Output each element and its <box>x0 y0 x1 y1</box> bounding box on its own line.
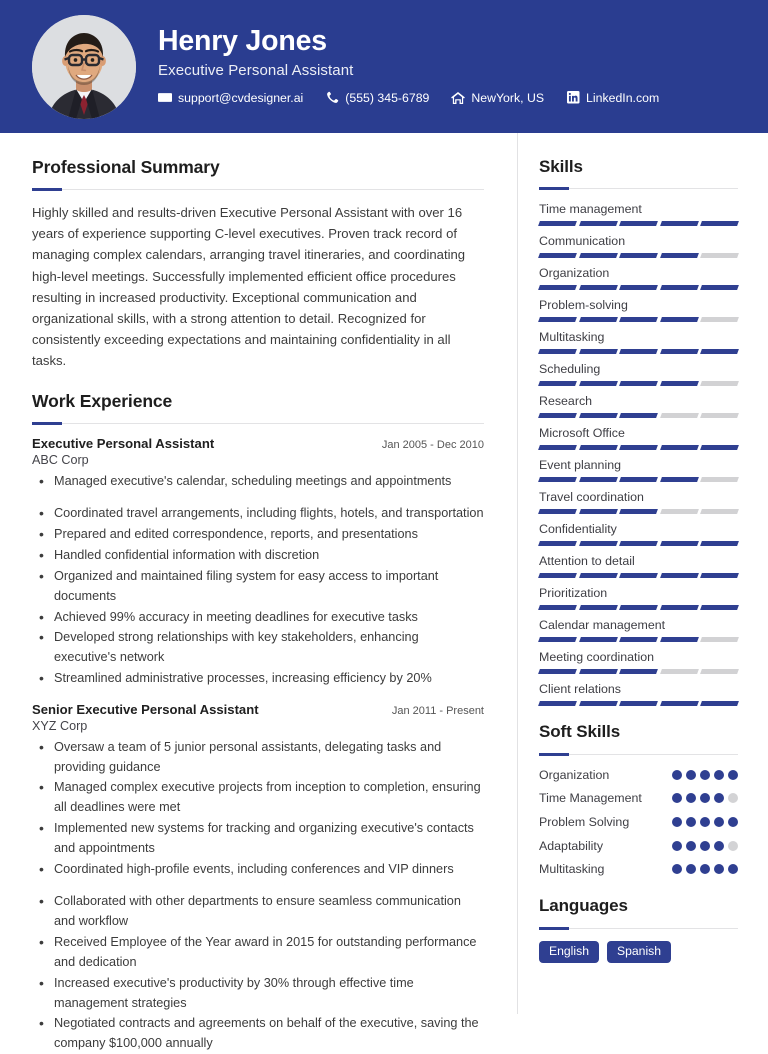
rating-dot <box>700 817 710 827</box>
skill-segment <box>660 317 698 322</box>
experience-bullet: • Increased executive's productivity by 30% through effective time management strategies <box>32 974 484 1014</box>
soft-skill-row <box>539 814 738 831</box>
skill-level-bar <box>539 509 738 514</box>
skill-segment <box>538 541 576 546</box>
soft-skill-row <box>539 861 738 878</box>
skill-segment <box>660 477 698 482</box>
contact-location-text: NewYork, US <box>471 90 545 105</box>
skill-label: Communication <box>539 234 626 249</box>
experience-bullet: • Managed complex executive projects from inception to completion, ensuring all deadlines were met <box>32 778 484 818</box>
contact-linkedin-text: LinkedIn.com <box>586 90 660 105</box>
experience-header <box>32 702 484 717</box>
skill-label: Problem-solving <box>539 298 628 313</box>
rating-dot <box>714 841 724 851</box>
section-rule <box>32 189 484 190</box>
skill-level-bar <box>539 701 738 706</box>
skill-segment <box>660 349 698 354</box>
skill-segment <box>579 317 617 322</box>
skill-level-bar <box>539 317 738 322</box>
experience-bullet: • Received Employee of the Year award in 2015 for outstanding performance and dedication <box>32 933 484 973</box>
skill-segment <box>660 253 698 258</box>
skill-row <box>539 425 738 450</box>
skill-row <box>539 233 738 258</box>
skill-segment <box>538 221 576 226</box>
skill-segment <box>538 669 576 674</box>
skill-segment <box>579 509 617 514</box>
section-title-summary: Professional Summary <box>32 157 220 177</box>
skill-label: Client relations <box>539 682 621 697</box>
envelope-icon <box>158 91 172 104</box>
skill-level-bar <box>539 285 738 290</box>
skill-level-bar <box>539 573 738 578</box>
skill-segment <box>619 701 657 706</box>
skill-row <box>539 393 738 418</box>
home-icon <box>451 91 465 104</box>
rating-dot <box>714 770 724 780</box>
skills-list <box>539 201 738 706</box>
rating-dot <box>700 770 710 780</box>
skill-level-bar <box>539 605 738 610</box>
skill-label: Travel coordination <box>539 490 644 505</box>
resume-body <box>0 133 768 1051</box>
experience-entry <box>32 436 484 689</box>
rating-dot <box>686 793 696 803</box>
rating-dot <box>714 864 724 874</box>
skill-segment <box>700 285 738 290</box>
skill-segment <box>619 253 657 258</box>
experience-company: XYZ Corp <box>32 718 88 733</box>
skill-segment <box>579 285 617 290</box>
skill-segment <box>660 637 698 642</box>
soft-skill-label: Organization <box>539 767 610 782</box>
skill-segment <box>619 381 657 386</box>
avatar <box>32 15 136 119</box>
skill-label: Research <box>539 394 593 409</box>
skill-segment <box>579 573 617 578</box>
skill-segment <box>579 349 617 354</box>
skill-segment <box>660 669 698 674</box>
soft-skill-rating <box>672 838 738 851</box>
skill-label: Meeting coordination <box>539 650 655 665</box>
soft-skill-label: Problem Solving <box>539 815 630 829</box>
languages-section <box>539 896 738 963</box>
soft-skill-rating <box>672 767 738 780</box>
language-chip[interactable]: Spanish <box>607 941 671 963</box>
skill-segment <box>579 381 617 386</box>
skill-label: Event planning <box>539 458 621 473</box>
soft-skill-row <box>539 767 738 784</box>
skill-row <box>539 329 738 354</box>
contact-email-text: support@cvdesigner.ai <box>178 90 304 105</box>
skill-segment <box>619 509 657 514</box>
skill-segment <box>700 509 738 514</box>
summary-text: Highly skilled and results-driven Executive Personal Assistant with over 16 years of experience supporting C-level executives. Proven track record of managing complex calendars, arranging travel itineraries, and coordinating high-level meetings. Successfully implemented efficient office procedures resulting in increased productivity. Exceptional communication and organizational skills, with a strong attention to detail. Recognized for consistently exceeding expectations and maintaining confidentiality in all tasks. <box>32 205 466 369</box>
experience-bullet: • Streamlined administrative processes, increasing efficiency by 20% <box>32 669 484 689</box>
skill-segment <box>700 701 738 706</box>
skill-segment <box>579 669 617 674</box>
skill-segment <box>579 445 617 450</box>
resume-header <box>0 0 768 133</box>
skill-segment <box>538 509 576 514</box>
skill-label: Confidentiality <box>539 522 617 537</box>
skill-segment <box>700 413 738 418</box>
skill-row <box>539 489 738 514</box>
contact-row <box>158 91 659 105</box>
skill-level-bar <box>539 541 738 546</box>
skill-segment <box>579 413 617 418</box>
experience-bullet-list <box>32 472 484 689</box>
skill-level-bar <box>539 477 738 482</box>
skill-label: Microsoft Office <box>539 426 625 441</box>
soft-skill-label: Time Management <box>539 791 642 806</box>
rating-dot <box>700 864 710 874</box>
rating-dot <box>672 864 682 874</box>
skill-label: Attention to detail <box>539 554 635 569</box>
skill-segment <box>538 381 576 386</box>
skill-segment <box>660 381 698 386</box>
experience-role: Executive Personal Assistant <box>32 435 215 451</box>
skill-segment <box>579 477 617 482</box>
skill-segment <box>700 221 738 226</box>
skill-segment <box>579 541 617 546</box>
skill-segment <box>538 413 576 418</box>
rating-dot <box>672 817 682 827</box>
rating-dot <box>728 770 738 780</box>
skill-segment <box>619 445 657 450</box>
skill-label: Prioritization <box>539 586 608 601</box>
skill-segment <box>660 285 698 290</box>
soft-skill-rating <box>672 861 738 874</box>
skill-level-bar <box>539 669 738 674</box>
soft-skill-label: Multitasking <box>539 862 605 877</box>
experience-entry <box>32 702 484 1054</box>
header-text-block <box>158 26 659 106</box>
skill-segment <box>538 285 576 290</box>
skill-label: Scheduling <box>539 362 601 377</box>
section-rule <box>539 754 738 755</box>
rating-dot <box>728 793 738 803</box>
skill-segment <box>538 573 576 578</box>
section-title-skills: Skills <box>539 157 583 176</box>
professional-summary-section <box>32 157 484 372</box>
header-job-title: Executive Personal Assistant <box>158 61 354 79</box>
skill-row <box>539 361 738 386</box>
skill-segment <box>619 349 657 354</box>
skill-segment <box>700 605 738 610</box>
section-rule <box>32 423 484 424</box>
rating-dot <box>672 841 682 851</box>
skill-segment <box>619 669 657 674</box>
soft-skill-rating <box>672 814 738 827</box>
skill-segment <box>660 221 698 226</box>
skill-segment <box>579 637 617 642</box>
experience-bullet: • Developed strong relationships with key stakeholders, enhancing executive's network <box>32 628 484 668</box>
language-chip[interactable]: English <box>539 941 599 963</box>
skill-segment <box>538 253 576 258</box>
experience-bullet: • Implemented new systems for tracking and organizing executive's contacts and appointments <box>32 819 484 859</box>
rating-dot <box>672 793 682 803</box>
skill-row <box>539 585 738 610</box>
sidebar-column <box>518 133 768 1014</box>
skill-segment <box>538 701 576 706</box>
experience-company: ABC Corp <box>32 452 89 467</box>
skill-segment <box>538 445 576 450</box>
skill-segment <box>579 253 617 258</box>
skill-segment <box>660 573 698 578</box>
skill-segment <box>538 637 576 642</box>
skill-segment <box>660 541 698 546</box>
rating-dot <box>714 793 724 803</box>
experience-bullet: • Negotiated contracts and agreements on behalf of the executive, saving the company $100,000 annually <box>32 1014 484 1054</box>
skill-segment <box>700 349 738 354</box>
skill-row <box>539 297 738 322</box>
skill-segment <box>700 637 738 642</box>
language-chip-list <box>539 941 738 963</box>
experience-date: Jan 2011 - Present <box>391 704 484 717</box>
contact-email[interactable] <box>158 91 303 105</box>
skill-segment <box>579 605 617 610</box>
experience-bullet: • Managed executive's calendar, scheduling meetings and appointments <box>32 472 484 492</box>
skill-segment <box>700 253 738 258</box>
skill-level-bar <box>539 413 738 418</box>
experience-role: Senior Executive Personal Assistant <box>32 701 259 717</box>
section-title-soft-skills: Soft Skills <box>539 722 621 742</box>
experience-bullet: • Prepared and edited correspondence, reports, and presentations <box>32 525 484 545</box>
skill-segment <box>660 509 698 514</box>
rating-dot <box>700 793 710 803</box>
skill-row <box>539 201 738 226</box>
skill-segment <box>700 541 738 546</box>
experience-header <box>32 436 484 451</box>
skill-segment <box>538 605 576 610</box>
skill-row <box>539 457 738 482</box>
rating-dot <box>714 817 724 827</box>
rating-dot <box>686 841 696 851</box>
experience-bullet: • Handled confidential information with discretion <box>32 546 484 566</box>
contact-linkedin[interactable] <box>566 91 659 105</box>
profile-photo-illustration <box>32 15 136 119</box>
skill-segment <box>538 317 576 322</box>
skill-row <box>539 681 738 706</box>
skill-level-bar <box>539 445 738 450</box>
skill-level-bar <box>539 349 738 354</box>
skill-segment <box>619 221 657 226</box>
contact-location[interactable] <box>451 91 544 105</box>
skill-label: Time management <box>539 202 642 217</box>
skill-segment <box>538 477 576 482</box>
work-experience-section <box>32 391 484 1054</box>
rating-dot <box>728 841 738 851</box>
rating-dot <box>686 817 696 827</box>
skill-segment <box>619 317 657 322</box>
skill-segment <box>660 701 698 706</box>
skill-segment <box>700 317 738 322</box>
contact-phone-text: (555) 345-6789 <box>345 90 430 105</box>
skill-label: Calendar management <box>539 618 666 633</box>
skill-row <box>539 649 738 674</box>
skill-segment <box>619 573 657 578</box>
skills-section <box>539 157 738 706</box>
rating-dot <box>672 770 682 780</box>
rating-dot <box>728 817 738 827</box>
skill-level-bar <box>539 253 738 258</box>
skill-segment <box>700 573 738 578</box>
rating-dot <box>686 864 696 874</box>
rating-dot <box>686 770 696 780</box>
contact-phone[interactable] <box>325 91 429 105</box>
skill-segment <box>660 605 698 610</box>
skill-segment <box>700 477 738 482</box>
rating-dot <box>728 864 738 874</box>
skill-label: Organization <box>539 266 610 281</box>
skill-segment <box>660 413 698 418</box>
skill-row <box>539 553 738 578</box>
experience-bullet: • Achieved 99% accuracy in meeting deadlines for executive tasks <box>32 608 484 628</box>
experience-list <box>32 436 484 1054</box>
skill-row <box>539 521 738 546</box>
soft-skill-row <box>539 838 738 855</box>
skill-segment <box>700 445 738 450</box>
section-rule <box>539 928 738 929</box>
skill-segment <box>579 221 617 226</box>
skill-row <box>539 617 738 642</box>
skill-segment <box>619 605 657 610</box>
skill-segment <box>619 637 657 642</box>
experience-bullet-list <box>32 738 484 1054</box>
skill-segment <box>619 285 657 290</box>
skill-segment <box>700 381 738 386</box>
experience-bullet: • Coordinated high-profile events, including conferences and VIP dinners <box>32 860 484 880</box>
skill-segment <box>579 701 617 706</box>
linkedin-icon <box>566 91 580 104</box>
main-column <box>0 133 518 1051</box>
skill-segment <box>619 413 657 418</box>
experience-bullet: • Collaborated with other departments to ensure seamless communication and workflow <box>32 892 484 932</box>
section-title-languages: Languages <box>539 896 628 916</box>
soft-skill-rating <box>672 790 738 803</box>
experience-date: Jan 2005 - Dec 2010 <box>381 438 484 451</box>
experience-bullet: • Oversaw a team of 5 junior personal assistants, delegating tasks and providing guidance <box>32 738 484 778</box>
section-title-experience: Work Experience <box>32 390 173 411</box>
skill-label: Multitasking <box>539 330 605 345</box>
experience-bullet: • Coordinated travel arrangements, including flights, hotels, and transportation <box>32 504 484 524</box>
page-title: Henry Jones <box>158 25 327 58</box>
soft-skills-list <box>539 767 738 879</box>
soft-skill-label: Adaptability <box>539 838 604 853</box>
skill-level-bar <box>539 637 738 642</box>
skill-row <box>539 265 738 290</box>
skill-level-bar <box>539 381 738 386</box>
section-rule <box>539 188 738 189</box>
soft-skills-section <box>539 722 738 878</box>
rating-dot <box>700 841 710 851</box>
skill-segment <box>660 445 698 450</box>
soft-skill-row <box>539 790 738 807</box>
phone-icon <box>325 91 339 104</box>
experience-bullet: • Organized and maintained filing system for easy access to important documents <box>32 567 484 607</box>
skill-segment <box>700 669 738 674</box>
skill-segment <box>619 541 657 546</box>
skill-level-bar <box>539 221 738 226</box>
skill-segment <box>538 349 576 354</box>
skill-segment <box>619 477 657 482</box>
